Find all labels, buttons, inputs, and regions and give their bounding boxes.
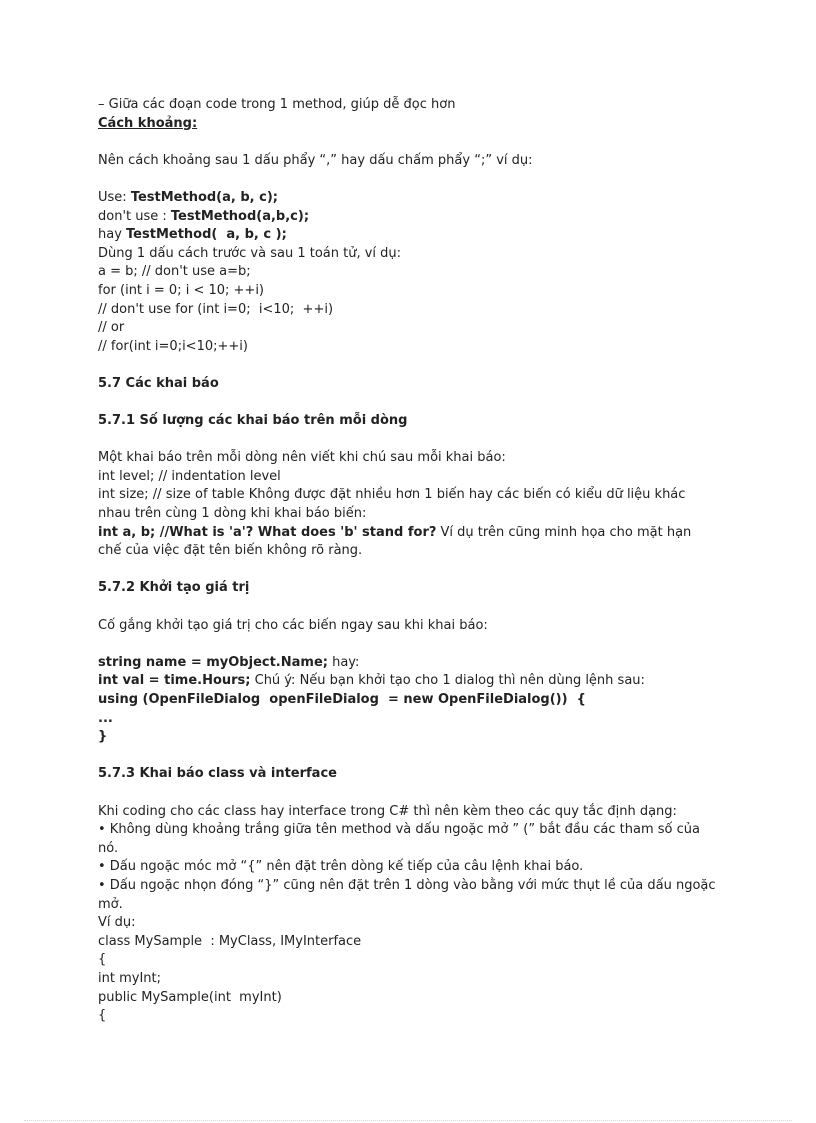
text-fragment: hay:	[327, 654, 360, 670]
code-line: }	[98, 729, 108, 745]
text-line: Khi coding cho các class hay interface trong C# thì nên kèm theo các quy tắc định dạng:	[98, 803, 677, 819]
code-example-line	[98, 226, 718, 245]
code-fragment: TestMethod( a, b, c );	[126, 227, 287, 243]
document-body	[98, 96, 718, 1026]
code-fragment: TestMethod(a, b, c);	[130, 189, 278, 205]
text-fragment: Use:	[98, 189, 131, 205]
section-heading-5-7: 5.7 Các khai báo	[98, 375, 219, 391]
code-fragment: TestMethod(a,b,c);	[170, 208, 310, 224]
bullet-item: • Không dùng khoảng trắng giữa tên method và dấu ngoặc mở ” (” bắt đầu các tham số của nó.	[98, 822, 700, 856]
code-fragment: int val = time.Hours;	[98, 673, 251, 689]
code-line: // for(int i=0;i<10;++i)	[98, 338, 248, 354]
bullet-item: • Dấu ngoặc móc mở “{” nên đặt trên dòng kế tiếp của câu lệnh khai báo.	[98, 859, 584, 875]
bullet-item: • Dấu ngoặc nhọn đóng “}” cũng nên đặt trên 1 dòng vào bằng với mức thụt lề của dấu ngoặc mở.	[98, 877, 716, 912]
code-fragment: string name = myObject.Name;	[98, 654, 328, 670]
section-heading-5-7-1: 5.7.1 Số lượng các khai báo trên mỗi dòng	[98, 413, 408, 429]
code-example-line	[98, 208, 718, 227]
code-line: {	[98, 1008, 107, 1024]
text-fragment: Ví dụ trên cũng minh họa cho mặt hạn chế của việc đặt tên biến không rõ ràng.	[98, 524, 692, 559]
page-bottom-rule	[24, 1120, 792, 1121]
code-line: // or	[98, 320, 125, 336]
text-line: Cố gắng khởi tạo giá trị cho các biến ngay sau khi khai báo:	[98, 617, 488, 633]
code-line: for (int i = 0; i < 10; ++i)	[98, 282, 265, 298]
text-line: Ví dụ:	[98, 915, 136, 931]
text-paragraph	[98, 524, 718, 561]
code-line: class MySample : MyClass, IMyInterface	[98, 933, 362, 949]
code-line: a = b; // don't use a=b;	[98, 264, 251, 280]
code-line: ...	[98, 710, 113, 726]
code-example-line	[98, 189, 718, 208]
text-fragment: don't use :	[98, 208, 171, 224]
code-line: int level; // indentation level	[98, 468, 281, 484]
code-fragment: int a, b; //What is 'a'? What does 'b' stand for?	[98, 524, 437, 540]
text-line: – Giữa các đoạn code trong 1 method, giúp dễ đọc hơn	[98, 97, 456, 112]
code-line: // don't use for (int i=0; i<10; ++i)	[98, 301, 334, 317]
text-fragment: hay	[98, 227, 127, 243]
code-line: using (OpenFileDialog openFileDialog = new OpenFileDialog()) {	[98, 692, 586, 707]
section-heading-5-7-2: 5.7.2 Khởi tạo giá trị	[98, 580, 250, 596]
code-line: int myInt;	[98, 970, 161, 986]
text-line: Nên cách khoảng sau 1 dấu phẩy “,” hay dấu chấm phẩy “;” ví dụ:	[98, 152, 533, 168]
text-paragraph: int size; // size of table Không được đặt nhiều hơn 1 biến hay các biến có kiểu dữ liệu khác nhau trên cùng 1 dòng khi khai báo biến:	[98, 487, 686, 522]
subheading-spacing: Cách khoảng:	[98, 115, 198, 131]
code-line: {	[98, 952, 107, 968]
code-example-line	[98, 654, 718, 673]
text-line: Một khai báo trên mỗi dòng nên viết khi chú sau mỗi khai báo:	[98, 450, 506, 466]
text-line: Dùng 1 dấu cách trước và sau 1 toán tử, ví dụ:	[98, 245, 402, 261]
section-heading-5-7-3: 5.7.3 Khai báo class và interface	[98, 766, 337, 782]
code-example-line	[98, 672, 718, 691]
code-line: public MySample(int myInt)	[98, 989, 282, 1005]
text-fragment: Chú ý: Nếu bạn khởi tạo cho 1 dialog thì nên dùng lệnh sau:	[250, 673, 645, 689]
